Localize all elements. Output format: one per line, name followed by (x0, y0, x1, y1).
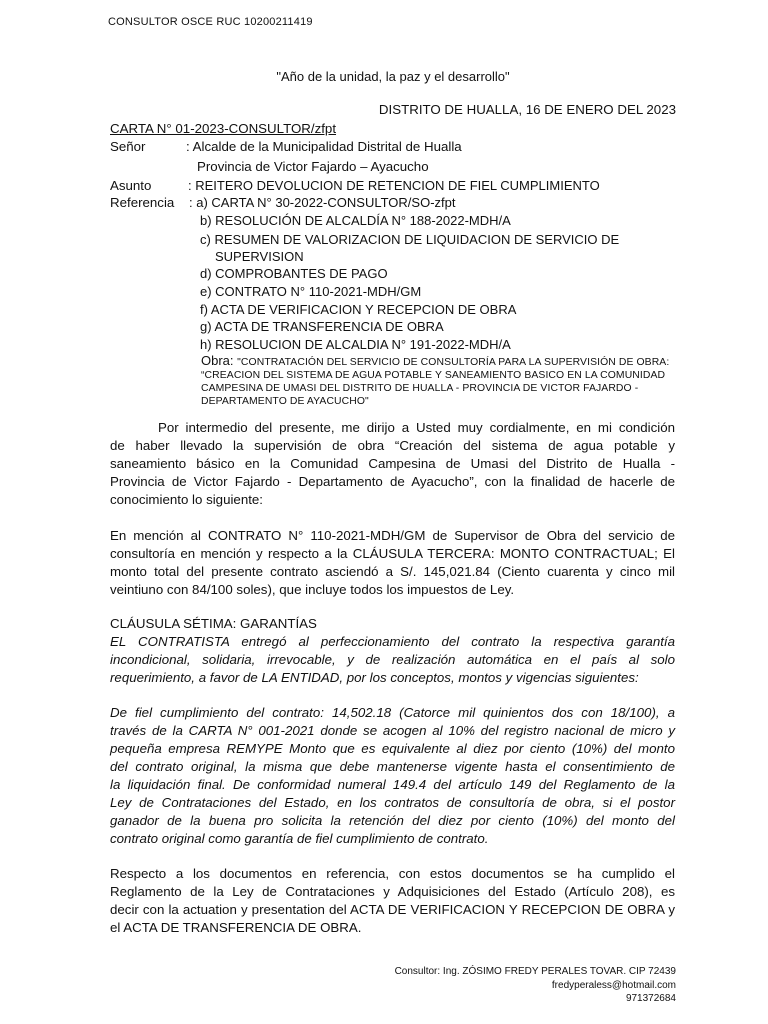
obra-label: Obra: (201, 353, 234, 368)
ref-item-f: f) ACTA DE VERIFICACION Y RECEPCION DE OBRA (200, 302, 517, 317)
para1-line-1: Por intermedio del presente, me dirijo a Usted muy cordialmente, en mi condición (158, 420, 675, 435)
obra-line-1: "CONTRATACIÓN DEL SERVICIO DE CONSULTORÍA PARA LA SUPERVISIÓN DE OBRA: (237, 357, 670, 368)
obra-block (201, 354, 679, 408)
para1-line-5: conocimiento lo siguiente: (110, 492, 264, 507)
paragraph-intro (110, 419, 675, 509)
para3-line-3: requerimiento, a favor de LA ENTIDAD, por los conceptos, montos y vigencias siguientes: (110, 670, 639, 685)
ref-item-d: d) COMPROBANTES DE PAGO (200, 266, 388, 281)
obra-line-4: DEPARTAMENTO DE AYACUCHO" (201, 396, 369, 407)
footer-phone: 971372684 (625, 993, 676, 1004)
senor-line2: Provincia de Victor Fajardo – Ayacucho (197, 159, 429, 174)
para5-line-1: Respecto a los documentos en referencia, con estos documentos se ha cumplido el (110, 866, 675, 881)
ref-item-b: b) RESOLUCIÓN DE ALCALDÍA N° 188-2022-MDH/A (200, 213, 511, 228)
footer-email: fredyperaless@hotmail.com (551, 980, 676, 991)
para4-line-4: del contrato original, la misma que debe mantenerse vigente hasta el consentimiento de (110, 759, 675, 774)
para2-line-2: consultoría en mención y respecto a la CLÁUSULA TERCERA: MONTO CONTRACTUAL; El (110, 546, 675, 561)
asunto-label: Asunto (110, 178, 152, 193)
obra-line-3: CAMPESINA DE UMASI DEL DISTRITO DE HUALLA - PROVINCIA DE VICTOR FAJARDO - (201, 383, 639, 394)
clausula-setima-title: CLÁUSULA SÉTIMA: GARANTÍAS (110, 616, 317, 631)
paragraph-garantias (110, 615, 675, 687)
para4-line-1: De fiel cumplimiento del contrato: 14,502.18 (Catorce mil quinientos dos con 18/100), a (110, 705, 675, 720)
senor-line1: : Alcalde de la Municipalidad Distrital de Hualla (186, 139, 462, 154)
para2-line-1: En mención al CONTRATO N° 110-2021-MDH/GM de Supervisor de Obra del servicio de (110, 528, 675, 543)
para1-line-2: de haber llevado la supervisión de obra “Creación del sistema de agua potable y (110, 438, 675, 453)
footer-consultor: Consultor: Ing. ZÓSIMO FREDY PERALES TOVAR. CIP 72439 (394, 966, 676, 977)
para1-line-4: Provincia de Victor Fajardo - Departamento de Ayacucho”, con la finalidad de hacerle de (110, 474, 675, 489)
senor-label: Señor (110, 139, 146, 154)
paragraph-fiel-cumplimiento (110, 704, 675, 848)
paragraph-respecto (110, 865, 675, 937)
carta-number: CARTA N° 01-2023-CONSULTOR/zfpt (110, 121, 337, 136)
para3-line-1: EL CONTRATISTA entregó al perfeccionamiento del contrato la respectiva garantía (110, 634, 675, 649)
para4-line-6: Ley de Contrataciones del Estado, en los contratos de consultoría de obra, si el postor (110, 795, 675, 810)
ref-item-g: g) ACTA DE TRANSFERENCIA DE OBRA (200, 319, 444, 334)
para4-line-2: través de la CARTA N° 001-2021 donde se acogen al 10% del registro nacional de micro y (110, 723, 675, 738)
para5-line-2: Reglamento de la Ley de Contrataciones y Adquisiciones del Estado (Artículo 208), es (110, 884, 675, 899)
ref-item-h: h) RESOLUCION DE ALCALDIA N° 191-2022-MDH/A (200, 337, 511, 352)
ref-item-e: e) CONTRATO N° 110-2021-MDH/GM (200, 284, 422, 299)
para5-line-4: el ACTA DE TRANSFERENCIA DE OBRA. (110, 920, 362, 935)
ref-item-a: : a) CARTA N° 30-2022-CONSULTOR/SO-zfpt (189, 195, 456, 210)
paragraph-contrato (110, 527, 675, 599)
referencia-label: Referencia (110, 195, 175, 210)
para2-line-3: monto total del presente contrato asciendó a S/. 145,021.84 (Ciento cuarenta y cinco mil (110, 564, 675, 579)
para2-line-4: veintiuno con 84/100 soles), que incluye todos los impuestos de Ley. (110, 582, 515, 597)
para4-line-3: pequeña empresa REMYPE Monto que es equivalente al diez por ciento (10%) del monto (110, 741, 675, 756)
para1-line-3: saneamiento básico en la Comunidad Campesina de Umasi del Distrito de Hualla - (110, 456, 675, 471)
para5-line-3: decir con la actuation y presentation del ACTA DE VERIFICACION Y RECEPCION DE OBRA y (110, 902, 675, 917)
header-consultor: CONSULTOR OSCE RUC 10200211419 (108, 16, 313, 28)
ref-item-c: c) RESUMEN DE VALORIZACION DE LIQUIDACION DE SERVICIO DE (200, 232, 620, 247)
para4-line-7: ganador de la buena pro solicita la retención del diez por ciento (10%) del monto del (110, 813, 675, 828)
obra-line-2: “CREACION DEL SISTEMA DE AGUA POTABLE Y SANEAMIENTO BASICO EN LA COMUNIDAD (201, 370, 666, 381)
asunto-value: : REITERO DEVOLUCION DE RETENCION DE FIEL CUMPLIMIENTO (188, 178, 600, 193)
ref-item-c-cont: SUPERVISION (215, 249, 304, 264)
motto: "Año de la unidad, la paz y el desarrollo" (276, 69, 510, 84)
para4-line-8: contrato original como garantía de fiel cumplimiento de contrato. (110, 831, 489, 846)
para4-line-5: la liquidación final. De conformidad numeral 149.4 del artículo 149 del Reglamento de la (110, 777, 675, 792)
para3-line-2: incondicional, solidaria, irrevocable, y de realización automática en el país al solo (110, 652, 675, 667)
date-line: DISTRITO DE HUALLA, 16 DE ENERO DEL 2023 (378, 102, 676, 117)
